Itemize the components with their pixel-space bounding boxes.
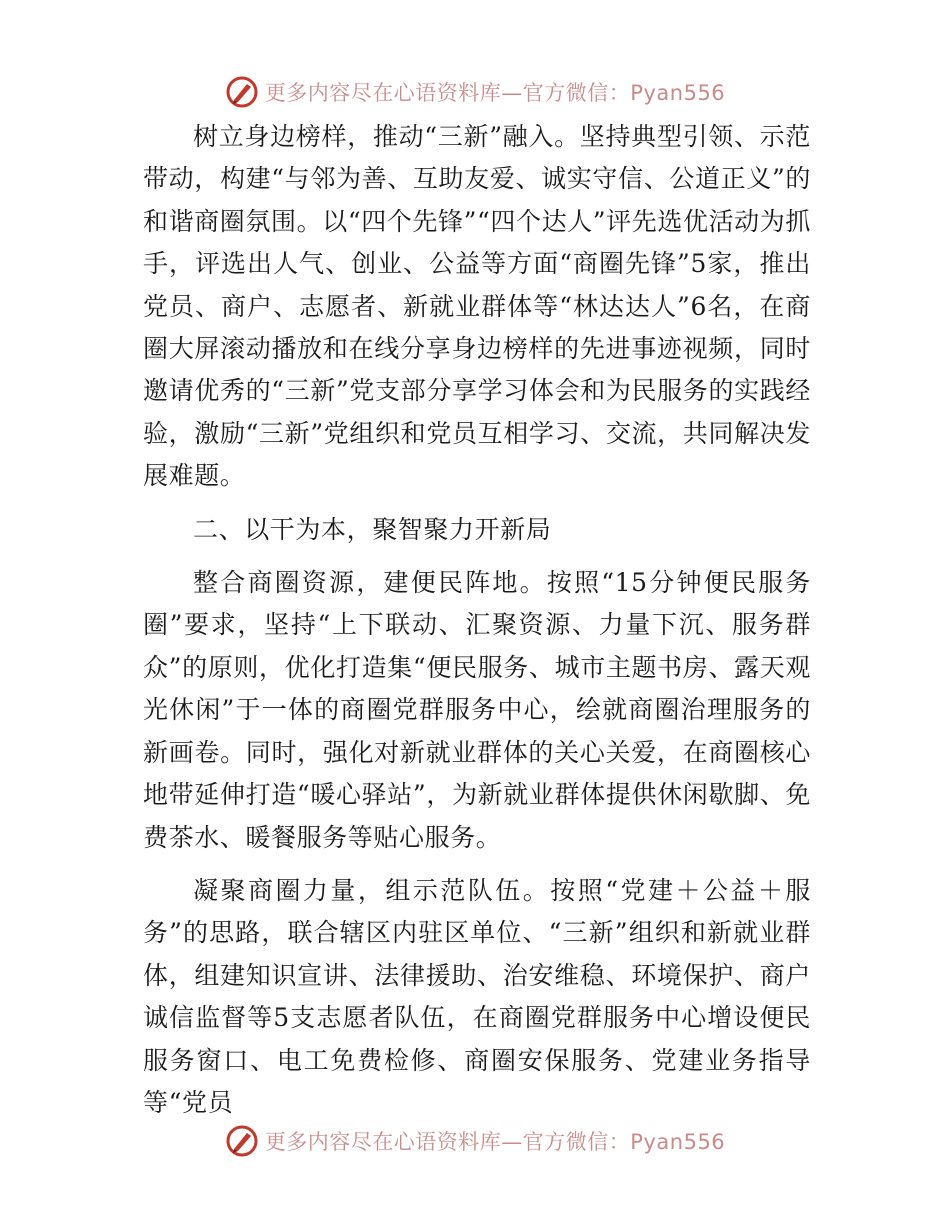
section-heading: 二、以干为本，聚智聚力开新局: [193, 514, 552, 544]
document-body: [143, 116, 811, 1124]
pen-logo-icon: [225, 75, 259, 109]
paragraph-resources: 整合商圈资源，建便民阵地。按照“15分钟便民服务圈”要求，坚持“上下联动、汇聚资源、力量下沉、服务群众”的原则，优化打造集“便民服务、城市主题书房、露天观光休闲”于一体的商圈党群服务中心，绘就商圈治理服务的新画卷。同时，强化对新就业群体的关心关爱，在商圈核心地带延伸打造“暖心驿站”，为新就业群体提供休闲歇脚、免费茶水、暖餐服务等贴心服务。: [143, 568, 811, 852]
watermark-text: 更多内容尽在心语资料库—官方微信：Pyan556: [264, 81, 726, 105]
paragraph-volunteer-teams: 凝聚商圈力量，组示范队伍。按照“党建＋公益＋服务”的思路，联合辖区内驻区单位、“三新”组织和新就业群体，组建知识宣讲、法律援助、治安维稳、环境保护、商户诚信监督等5支志愿者队伍，在商圈党群服务中心增设便民服务窗口、电工免费检修、商圈安保服务、党建业务指导等“党员: [143, 875, 811, 1117]
watermark-text: 更多内容尽在心语资料库—官方微信：Pyan556: [264, 1130, 726, 1154]
watermark-header: [0, 72, 950, 112]
paragraph-role-models: 树立身边榜样，推动“三新”融入。坚持典型引领、示范带动，构建“与邻为善、互助友爱、诚实守信、公道正义”的和谐商圈氛围。以“四个先锋”“四个达人”评先选优活动为抓手，评选出人气、创业、公益等方面“商圈先锋”5家，推出党员、商户、志愿者、新就业群体等“林达达人”6名，在商圈大屏滚动播放和在线分享身边榜样的先进事迹视频，同时邀请优秀的“三新”党支部分享学习体会和为民服务的实践经验，激励“三新”党组织和党员互相学习、交流，共同解决发展难题。: [143, 122, 811, 491]
watermark-footer: [0, 1121, 950, 1161]
pen-logo-icon: [225, 1124, 259, 1158]
